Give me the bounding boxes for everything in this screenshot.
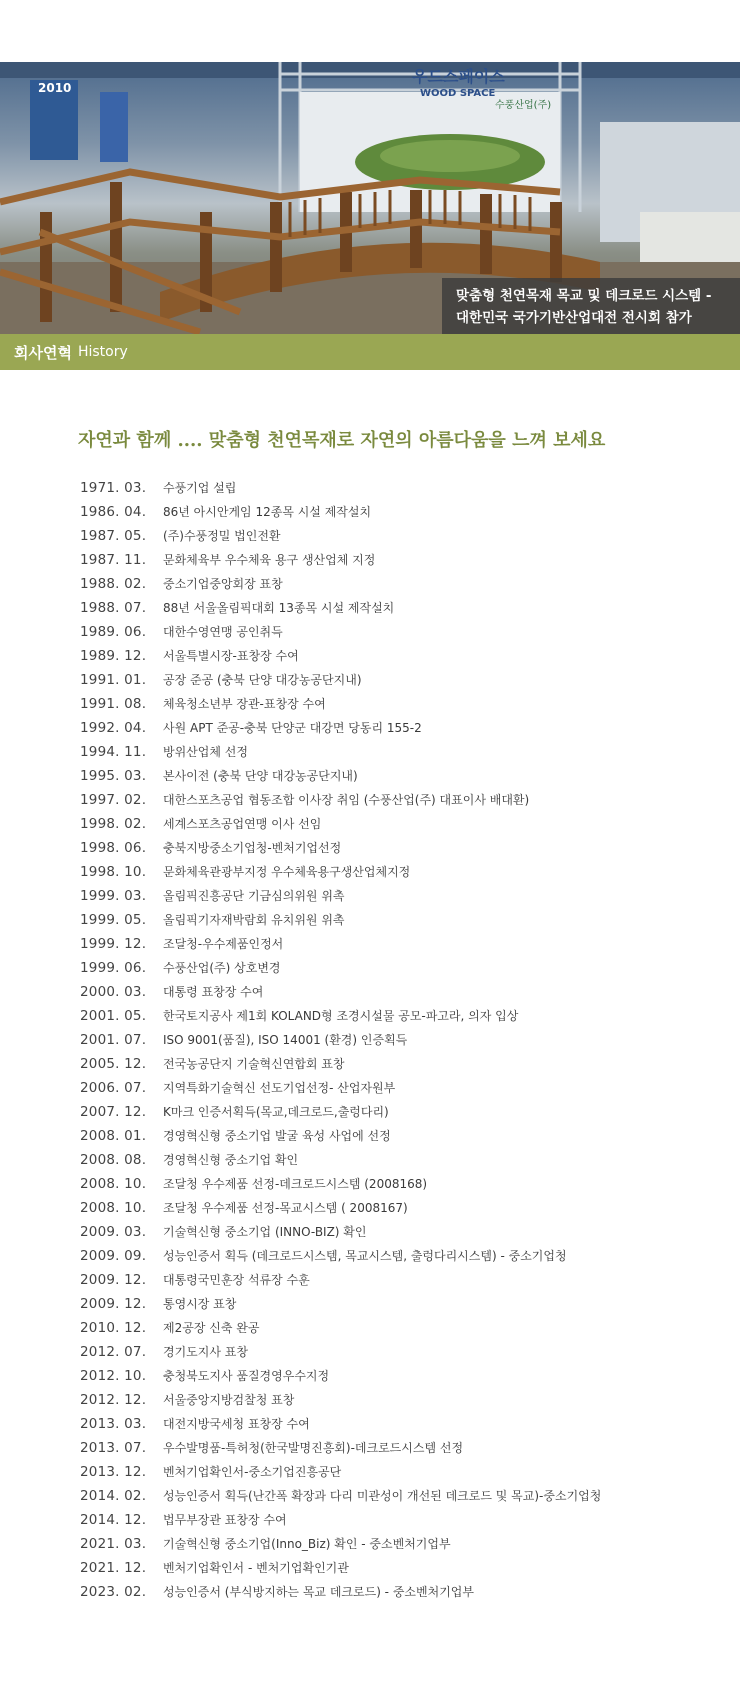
history-item [80,1412,720,1436]
history-item [80,1364,720,1388]
history-event: 충북지방중소기업청-벤처기업선정 [163,841,342,855]
sign-logo-text: 우드스페이스 [412,67,505,86]
history-date: 1995. 03. [80,768,147,784]
history-item [80,1076,720,1100]
history-item [80,1148,720,1172]
history-event: 한국토지공사 제1회 KOLAND형 조경시설물 공모-파고라, 의자 입상 [163,1009,519,1023]
history-item [80,524,720,548]
banner-year-text: 2010 [38,81,72,95]
history-item [80,932,720,956]
history-date: 1992. 04. [80,720,147,736]
history-item [80,692,720,716]
history-date: 1998. 02. [80,816,147,832]
history-item [80,1172,720,1196]
history-event: 대한스포츠공업 협동조합 이사장 취임 (수풍산업(주) 대표이사 배대환) [163,793,530,807]
history-date: 1998. 06. [80,840,147,856]
history-item [80,644,720,668]
history-item [80,1028,720,1052]
history-date: 2001. 07. [80,1032,147,1048]
history-date: 2012. 10. [80,1368,147,1384]
history-date: 1997. 02. [80,792,147,808]
history-event: 충청북도지사 품질경영우수지정 [163,1369,330,1383]
history-item [80,1484,720,1508]
history-event: 문화체육관광부지정 우수체육용구생산업체지정 [163,865,411,879]
history-item [80,1292,720,1316]
history-list [80,476,720,1604]
history-date: 1994. 11. [80,744,147,760]
history-date: 2023. 02. [80,1584,147,1600]
history-date: 2009. 12. [80,1272,147,1288]
history-date: 1986. 04. [80,504,147,520]
history-item [80,668,720,692]
history-item [80,1196,720,1220]
history-item [80,572,720,596]
history-date: 1988. 07. [80,600,147,616]
history-item [80,716,720,740]
history-event: 지역특화기술혁신 선도기업선정- 산업자원부 [163,1081,396,1095]
history-item [80,788,720,812]
history-item [80,1436,720,1460]
hero-photo [0,62,740,334]
history-item [80,1388,720,1412]
history-item [80,1244,720,1268]
history-event: 86년 아시안게임 12종목 시설 제작설치 [163,505,372,519]
history-date: 1998. 10. [80,864,147,880]
history-event: 공장 준공 (충북 단양 대강농공단지내) [163,673,362,687]
history-event: 수풍산업(주) 상호변경 [163,961,281,975]
history-date: 2012. 07. [80,1344,147,1360]
history-date: 1988. 02. [80,576,147,592]
history-date: 1987. 11. [80,552,147,568]
history-date: 2008. 01. [80,1128,147,1144]
slogan-heading: 자연과 함께 .... 맞춤형 천연목재로 자연의 아름다움을 느껴 보세요 [78,430,606,451]
history-event: 조달청-우수제품인정서 [163,937,284,951]
history-item [80,1052,720,1076]
history-date: 2013. 12. [80,1464,147,1480]
history-event: 경영혁신형 중소기업 발굴 육성 사업에 선정 [163,1129,391,1143]
sign-company-text: 수풍산업(주) [495,100,552,111]
history-date: 1999. 03. [80,888,147,904]
history-event: 벤처기업확인서 - 벤처기업확인기관 [163,1561,349,1575]
history-event: 사원 APT 준공-충북 단양군 대강면 당동리 155-2 [163,721,422,735]
history-item [80,1316,720,1340]
history-item [80,1556,720,1580]
history-event: 세계스포츠공업연맹 이사 선임 [163,817,322,831]
history-date: 2001. 05. [80,1008,147,1024]
history-item [80,596,720,620]
history-item [80,836,720,860]
history-date: 2010. 12. [80,1320,147,1336]
history-event: 성능인증서 획득 (데크로드시스템, 목교시스템, 출렁다리시스템) - 중소기업청 [163,1249,567,1263]
history-date: 2006. 07. [80,1080,147,1096]
history-item [80,1100,720,1124]
history-date: 1991. 08. [80,696,147,712]
history-event: 본사이전 (충북 단양 대강농공단지내) [163,769,358,783]
history-event: 중소기업중앙회장 표창 [163,577,283,591]
history-item [80,1340,720,1364]
history-date: 2021. 03. [80,1536,147,1552]
history-event: ISO 9001(품질), ISO 14001 (환경) 인증획득 [163,1033,408,1047]
history-item [80,764,720,788]
section-title-bar [0,334,740,370]
history-item [80,476,720,500]
history-item [80,740,720,764]
history-date: 1999. 12. [80,936,147,952]
history-event: 벤처기업확인서-중소기업진흥공단 [163,1465,342,1479]
history-item [80,860,720,884]
history-date: 1987. 05. [80,528,147,544]
history-date: 2008. 08. [80,1152,147,1168]
history-date: 2013. 03. [80,1416,147,1432]
history-event: 방위산업체 선정 [163,745,248,759]
history-item [80,1124,720,1148]
history-event: 올림픽진흥공단 기금심의위원 위촉 [163,889,345,903]
history-event: 올림픽기자재박람회 유치위원 위촉 [163,913,345,927]
caption-line-1: 맞춤형 천연목재 목교 및 데크로드 시스템 - [456,288,712,304]
history-item [80,1508,720,1532]
history-item [80,980,720,1004]
history-item [80,1220,720,1244]
history-date: 2009. 09. [80,1248,147,1264]
history-item [80,1460,720,1484]
history-item [80,548,720,572]
history-date: 1991. 01. [80,672,147,688]
history-event: 경기도지사 표창 [163,1345,248,1359]
history-event: (주)수풍정밀 법인전환 [163,529,281,543]
history-event: 대전지방국세청 표창장 수여 [163,1417,310,1431]
history-date: 1989. 06. [80,624,147,640]
history-date: 2005. 12. [80,1056,147,1072]
history-item [80,884,720,908]
history-item [80,500,720,524]
history-date: 2009. 03. [80,1224,147,1240]
history-event: K마크 인증서획득(목교,데크로드,출렁다리) [163,1105,389,1119]
history-event: 대통령 표창장 수여 [163,985,264,999]
history-item [80,812,720,836]
history-item [80,620,720,644]
caption-line-2: 대한민국 국가기반산업대전 전시회 참가 [456,310,692,326]
history-event: 서울중앙지방검찰청 표창 [163,1393,295,1407]
history-item [80,908,720,932]
history-date: 2009. 12. [80,1296,147,1312]
history-item [80,1004,720,1028]
history-event: 법무부장관 표창장 수여 [163,1513,287,1527]
history-date: 1999. 05. [80,912,147,928]
history-event: 경영혁신형 중소기업 확인 [163,1153,299,1167]
history-item [80,1532,720,1556]
history-event: 성능인증서 (부식방지하는 목교 데크로드) - 중소벤처기업부 [163,1585,474,1599]
history-event: 수풍기업 설립 [163,481,237,495]
sign-english-text: WOOD SPACE [420,88,496,99]
history-date: 2000. 03. [80,984,147,1000]
history-date: 2014. 12. [80,1512,147,1528]
history-date: 2012. 12. [80,1392,147,1408]
history-date: 1999. 06. [80,960,147,976]
history-item [80,1268,720,1292]
history-date: 2013. 07. [80,1440,147,1456]
history-event: 전국농공단지 기술혁신연합회 표창 [163,1057,345,1071]
history-event: 제2공장 신축 완공 [163,1321,260,1335]
history-event: 성능인증서 획득(난간폭 확장과 다리 미관성이 개선된 데크로드 및 목교)-중소기업청 [163,1489,602,1503]
history-event: 대통령국민훈장 석류장 수훈 [163,1273,310,1287]
history-date: 2008. 10. [80,1200,147,1216]
history-event: 우수발명품-특허청(한국발명진흥회)-데크로드시스템 선정 [163,1441,464,1455]
history-event: 조달청 우수제품 선정-데크로드시스템 (2008168) [163,1177,428,1191]
history-event: 기술혁신형 중소기업(Inno_Biz) 확인 - 중소벤처기업부 [163,1537,451,1551]
history-date: 2014. 02. [80,1488,147,1504]
history-event: 조달청 우수제품 선정-목교시스템 ( 2008167) [163,1201,408,1215]
history-date: 2008. 10. [80,1176,147,1192]
history-event: 통영시장 표창 [163,1297,237,1311]
history-date: 2007. 12. [80,1104,147,1120]
history-item [80,1580,720,1604]
history-date: 1971. 03. [80,480,147,496]
history-event: 서울특별시장-표창장 수여 [163,649,299,663]
history-item [80,956,720,980]
history-event: 88년 서울올림픽대회 13종목 시설 제작설치 [163,601,395,615]
history-date: 1989. 12. [80,648,147,664]
history-event: 기술혁신형 중소기업 (INNO-BIZ) 확인 [163,1225,367,1239]
history-event: 대한수영연맹 공인취득 [163,625,283,639]
section-title-korean: 회사연혁 [14,343,72,362]
section-title-english: History [77,344,128,360]
history-date: 2021. 12. [80,1560,147,1576]
hero-caption [442,278,740,334]
history-event: 체육청소년부 장관-표창장 수여 [163,697,326,711]
history-event: 문화체육부 우수체육 용구 생산업체 지정 [163,553,376,567]
